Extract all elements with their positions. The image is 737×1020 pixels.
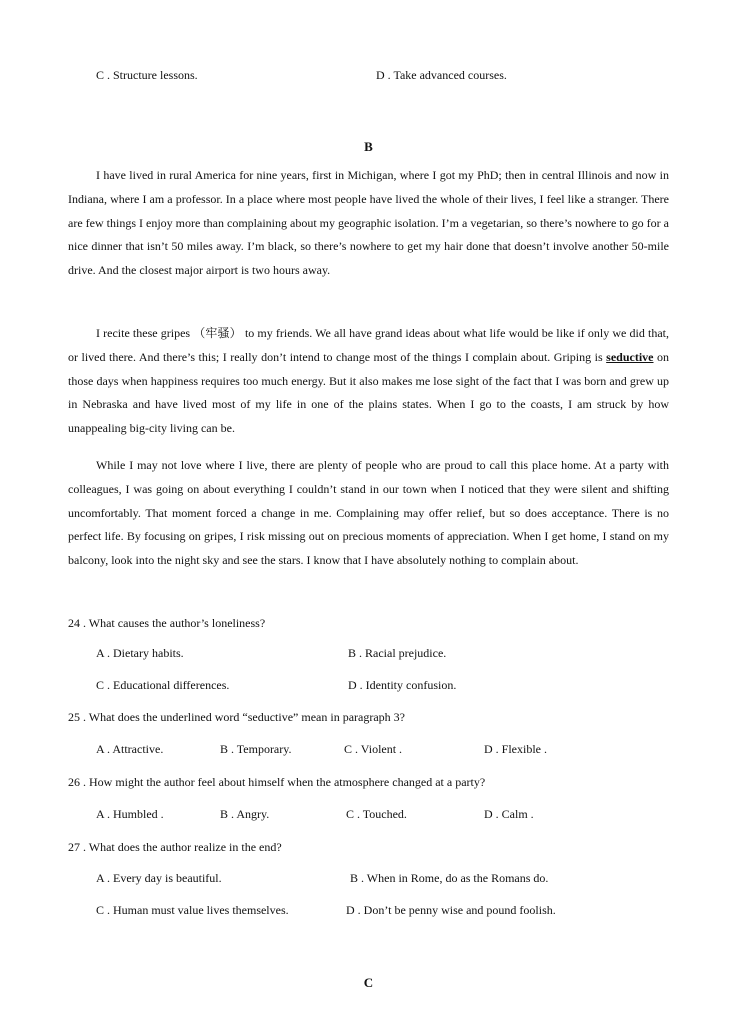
question-27-option-d: D . Don’t be penny wise and pound foolish. <box>346 903 556 917</box>
question-25-option-d: D . Flexible . <box>484 742 547 756</box>
question-24-option-b: B . Racial prejudice. <box>348 646 447 660</box>
question-24-stem: 24 . What causes the author’s loneliness? <box>68 616 266 630</box>
paragraph-3-text: While I may not love where I live, there are plenty of people who are proud to call this place home. At a party with colleagues, I was going on about everything I couldn’t stand in our town when I noticed that they were silent and shifting uncomfortably. That moment forced a change in me. Complaining may offer relief, but so does acceptance. There is no perfect life. By focusing on gripes, I risk missing out on precious moments of appreciation. When I get home, I stand on my balcony, look into the night sky and see the stars. I know that I have absolutely nothing to complain about. <box>68 458 669 568</box>
section-b-heading: B <box>364 139 373 154</box>
question-26-option-c: C . Touched. <box>346 807 407 821</box>
paragraph-1-text: I have lived in rural America for nine years, first in Michigan, where I got my PhD; then in central Illinois and now in Indiana, where I am a professor. In a place where most people have lived the whole of their lives, I feel like a stranger. There are few things I enjoy more than complaining about my geographic isolation. I’m a vegetarian, so there’s nowhere to go for a nice dinner that isn’t 50 miles away. I’m black, so there’s nowhere to get my hair done that doesn’t involve another 50-mile drive. And the closest major airport is two hours away. <box>68 168 669 278</box>
question-27-option-a: A . Every day is beautiful. <box>96 871 222 885</box>
question-27-option-c: C . Human must value lives themselves. <box>96 903 289 917</box>
question-25-option-a: A . Attractive. <box>96 742 164 756</box>
question-26-option-b: B . Angry. <box>220 807 270 821</box>
passage-paragraph-2 <box>68 322 669 441</box>
option-d-top: D . Take advanced courses. <box>376 68 507 82</box>
passage-paragraph-3 <box>68 454 669 573</box>
paragraph-2-text-before: I recite these gripes （牢骚） to my friends. We all have grand ideas about what life would be like if only we did that, or lived there. And there’s this; I really don’t intend to change most of the things I complain about. Griping is <box>68 326 669 364</box>
question-24-option-a: A . Dietary habits. <box>96 646 184 660</box>
question-26-stem: 26 . How might the author feel about himself when the atmosphere changed at a party? <box>68 775 486 789</box>
question-27-option-b: B . When in Rome, do as the Romans do. <box>350 871 549 885</box>
question-26-option-d: D . Calm . <box>484 807 534 821</box>
question-24-option-c: C . Educational differences. <box>96 678 230 692</box>
question-25-stem: 25 . What does the underlined word “seductive” mean in paragraph 3? <box>68 710 405 724</box>
question-25-option-c: C . Violent . <box>344 742 403 756</box>
paragraph-2-text-after: on those days when happiness requires too much energy. But it also makes me lose sight of the fact that I was born and grew up in Nebraska and have lived most of my life in one of the plains states. When I go to the coasts, I am struck by how unappealing big-city living can be. <box>68 349 670 436</box>
underlined-word: seductive <box>606 349 654 364</box>
section-c-heading: C <box>363 975 374 990</box>
question-27-stem: 27 . What does the author realize in the end? <box>68 840 282 854</box>
question-26-option-a: A . Humbled . <box>96 807 164 821</box>
question-24-option-d: D . Identity confusion. <box>348 678 457 692</box>
option-c-top: C . Structure lessons. <box>96 68 198 82</box>
passage-paragraph-1 <box>68 164 669 283</box>
question-25-option-b: B . Temporary. <box>220 742 292 756</box>
